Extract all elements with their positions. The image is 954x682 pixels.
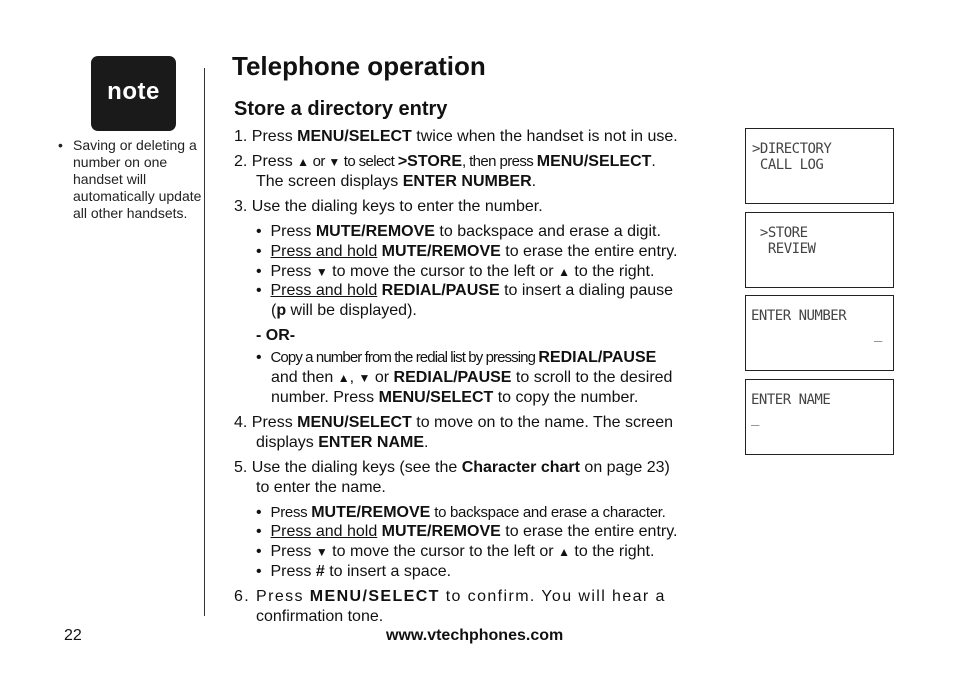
key-label: REDIAL/PAUSE bbox=[377, 282, 500, 299]
step-5-bullet-3 bbox=[256, 542, 654, 562]
bullet: • bbox=[256, 243, 262, 260]
step-3-bullet-5 bbox=[256, 348, 656, 368]
down-arrow-icon: ▼ bbox=[358, 371, 371, 385]
lcd-line: ENTER NAME bbox=[751, 392, 831, 408]
step-3-bullet-5-cont bbox=[271, 368, 672, 388]
step-text: to the right. bbox=[569, 263, 655, 280]
step-text: to the right. bbox=[569, 543, 655, 560]
lcd-screen-directory bbox=[745, 128, 894, 204]
step-number: 1. bbox=[234, 128, 248, 145]
bullet: • bbox=[256, 504, 262, 521]
key-label: REDIAL/PAUSE bbox=[393, 369, 512, 386]
key-label: REDIAL/PAUSE bbox=[538, 349, 657, 366]
step-3-bullet-3 bbox=[256, 262, 654, 282]
step-text: to move the cursor to the left or bbox=[327, 543, 559, 560]
step-text: to insert a dialing pause bbox=[499, 282, 674, 299]
step-3-bullet-5-cont2 bbox=[271, 388, 638, 408]
step-text: Press bbox=[251, 414, 298, 431]
section-title: Store a directory entry bbox=[234, 98, 448, 120]
step-text: to enter the name. bbox=[256, 479, 386, 496]
step-number: 5. bbox=[234, 459, 248, 476]
step-text: , then press bbox=[461, 153, 537, 170]
step-text: to backspace and erase a character. bbox=[430, 504, 666, 521]
or-separator bbox=[256, 326, 295, 346]
key-label: # bbox=[315, 563, 325, 580]
step-text: confirmation tone. bbox=[256, 608, 384, 625]
step-5 bbox=[234, 458, 670, 478]
key-label: >STORE bbox=[397, 153, 462, 170]
key-label: MUTE/REMOVE bbox=[377, 243, 501, 260]
step-text: Press bbox=[270, 504, 312, 521]
lcd-line: REVIEW bbox=[752, 241, 816, 257]
step-text: Press bbox=[256, 588, 310, 605]
step-text: number. Press bbox=[271, 389, 379, 406]
step-text: Press and hold bbox=[270, 523, 378, 540]
step-4 bbox=[234, 413, 673, 433]
step-text: Press bbox=[251, 128, 298, 145]
key-label: MUTE/REMOVE bbox=[315, 223, 435, 240]
step-text: Press bbox=[270, 263, 316, 280]
step-text: Use the dialing keys to enter the number. bbox=[251, 198, 543, 215]
down-arrow-icon: ▼ bbox=[328, 155, 341, 169]
step-text: to scroll to the desired bbox=[511, 369, 673, 386]
side-note bbox=[58, 137, 203, 222]
key-label: Character chart bbox=[461, 459, 580, 476]
up-arrow-icon: ▲ bbox=[558, 265, 570, 279]
step-text: Use the dialing keys (see the bbox=[251, 459, 462, 476]
key-label: MUTE/REMOVE bbox=[377, 523, 501, 540]
step-text: ( bbox=[271, 302, 277, 319]
step-text: Press bbox=[270, 223, 316, 240]
side-note-text: Saving or deleting a number on one handset will automatically update all other handsets. bbox=[73, 137, 202, 221]
step-6 bbox=[234, 587, 666, 607]
bullet: • bbox=[256, 523, 262, 540]
step-text: twice when the handset is not in use. bbox=[411, 128, 678, 145]
step-text: and then bbox=[271, 369, 338, 386]
step-5-bullet-2 bbox=[256, 522, 677, 542]
step-text: to insert a space. bbox=[324, 563, 452, 580]
step-number: 2. bbox=[234, 153, 248, 170]
bullet: • bbox=[256, 349, 262, 366]
step-4-cont bbox=[256, 433, 428, 453]
step-text: to move on to the name. The screen bbox=[411, 414, 673, 431]
step-6-cont bbox=[256, 607, 383, 627]
up-arrow-icon: ▲ bbox=[337, 371, 350, 385]
step-text: Press and hold bbox=[270, 282, 378, 299]
bullet: • bbox=[58, 137, 63, 153]
step-text: . bbox=[531, 173, 537, 190]
page-title: Telephone operation bbox=[232, 51, 486, 81]
step-text: to copy the number. bbox=[493, 389, 639, 406]
key-label: MENU/SELECT bbox=[378, 389, 494, 406]
step-3 bbox=[234, 197, 543, 217]
step-text: to confirm. You will hear a bbox=[439, 588, 666, 605]
step-text: to erase the entire entry. bbox=[500, 243, 678, 260]
step-text: or bbox=[309, 153, 329, 170]
key-label: MENU/SELECT bbox=[297, 414, 412, 431]
step-3-bullet-4 bbox=[256, 281, 673, 301]
page-number: 22 bbox=[64, 627, 82, 644]
lcd-cursor: _ bbox=[751, 410, 759, 426]
step-text: Press bbox=[270, 543, 316, 560]
step-3-bullet-2 bbox=[256, 242, 677, 262]
lcd-cursor: _ bbox=[874, 326, 882, 342]
or-label: - OR- bbox=[256, 327, 296, 344]
step-3-bullet-4-cont bbox=[271, 301, 417, 321]
key-label: MUTE/REMOVE bbox=[311, 504, 431, 521]
down-arrow-icon: ▼ bbox=[315, 545, 328, 559]
lcd-screen-enter-name bbox=[745, 379, 894, 455]
step-text: . bbox=[651, 153, 656, 170]
step-text: Press bbox=[251, 153, 298, 170]
step-text: , bbox=[349, 369, 359, 386]
step-text: on page 23) bbox=[579, 459, 670, 476]
up-arrow-icon: ▲ bbox=[558, 545, 570, 559]
lcd-line: >STORE bbox=[752, 225, 808, 241]
down-arrow-icon: ▼ bbox=[315, 265, 328, 279]
key-label: ENTER NAME bbox=[318, 434, 425, 451]
step-text: or bbox=[370, 369, 394, 386]
step-text: Press bbox=[270, 563, 316, 580]
up-arrow-icon: ▲ bbox=[297, 155, 310, 169]
step-5-cont bbox=[256, 478, 386, 498]
bullet: • bbox=[256, 563, 262, 580]
bullet: • bbox=[256, 543, 262, 560]
bullet: • bbox=[256, 263, 262, 280]
step-text: . bbox=[424, 434, 429, 451]
footer-url: www.vtechphones.com bbox=[386, 627, 564, 644]
lcd-screen-store bbox=[745, 212, 894, 288]
step-5-bullet-4 bbox=[256, 562, 451, 582]
step-2 bbox=[234, 152, 656, 172]
lcd-line: ENTER NUMBER bbox=[751, 308, 847, 324]
step-text: to select bbox=[340, 153, 398, 170]
step-text: displays bbox=[256, 434, 319, 451]
bullet: • bbox=[256, 282, 262, 299]
step-2-cont bbox=[256, 172, 536, 192]
step-text: will be displayed). bbox=[286, 302, 417, 319]
step-number: 3. bbox=[234, 198, 248, 215]
key-label: ENTER NUMBER bbox=[402, 173, 532, 190]
lcd-screen-enter-number bbox=[745, 295, 894, 371]
bullet: • bbox=[256, 223, 262, 240]
key-label: MENU/SELECT bbox=[309, 588, 440, 605]
lcd-line: >DIRECTORY bbox=[752, 141, 832, 157]
step-3-bullet-1 bbox=[256, 222, 661, 242]
note-badge: note bbox=[91, 56, 176, 131]
step-number: 6. bbox=[234, 588, 251, 605]
key-label: p bbox=[276, 302, 287, 319]
step-text: Copy a number from the redial list by pressing bbox=[270, 349, 539, 366]
step-5-bullet-1 bbox=[256, 503, 666, 523]
step-1 bbox=[234, 127, 678, 147]
step-text: The screen displays bbox=[256, 173, 403, 190]
step-text: Press and hold bbox=[270, 243, 378, 260]
key-label: MENU/SELECT bbox=[536, 153, 652, 170]
step-number: 4. bbox=[234, 414, 248, 431]
step-text: to backspace and erase a digit. bbox=[434, 223, 661, 240]
step-text: to move the cursor to the left or bbox=[327, 263, 559, 280]
lcd-line: CALL LOG bbox=[752, 157, 824, 173]
key-label: MENU/SELECT bbox=[297, 128, 412, 145]
column-divider bbox=[204, 68, 205, 616]
step-text: to erase the entire entry. bbox=[500, 523, 678, 540]
